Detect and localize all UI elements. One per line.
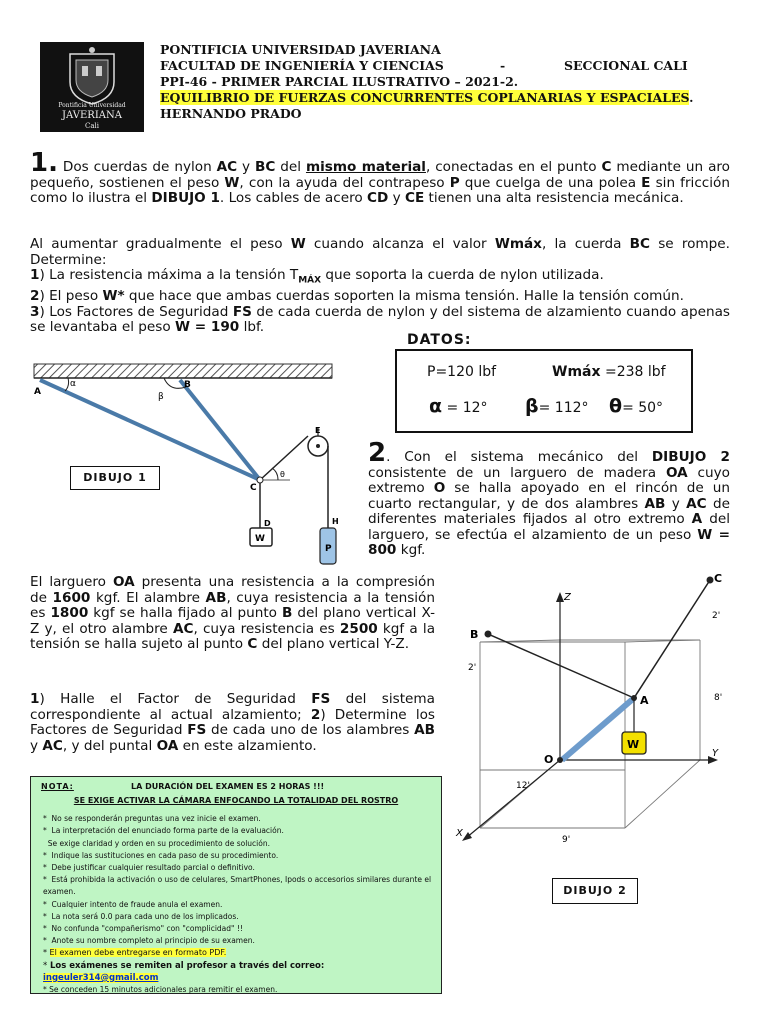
- text: θ: [609, 395, 623, 417]
- text: cuando alcanza el valor: [305, 236, 495, 252]
- text: que cuelga de una polea: [459, 174, 642, 191]
- problem1-para2: [30, 237, 730, 336]
- drawing2-label: DIBUJO 2: [552, 878, 638, 904]
- label-c: C: [714, 572, 723, 585]
- text: Wmáx: [494, 236, 542, 252]
- label-a: A: [34, 387, 41, 397]
- problem2-intro: [368, 438, 731, 559]
- note-camera: SE EXIGE ACTIVAR LA CÁMARA ENFOCANDO LA TOTALIDAD DEL ROSTRO: [73, 796, 399, 805]
- header-dash: -: [500, 58, 506, 73]
- dim-8: 8': [714, 693, 723, 703]
- x-arrow-icon: [462, 832, 472, 841]
- question-2: [30, 289, 730, 305]
- text: sin fricción como lo ilustra el: [30, 174, 730, 206]
- text: lbf: [643, 364, 666, 380]
- note-email-row: * Los exámenes se remiten al profesor a través del correo: ingeuler314@gmail.com: [43, 960, 325, 983]
- text: de cada cuerda de nylon y del sistema de alzamiento cuando apenas se levantaba el peso: [30, 303, 730, 336]
- text: O: [433, 480, 446, 496]
- drawing1-label: DIBUJO 1: [70, 466, 160, 490]
- note-item-text: La nota será 0.0 para cada uno de los implicados.: [51, 911, 239, 921]
- note-item-text: Indique las sustituciones en cada paso de su procedimiento.: [51, 850, 279, 860]
- text: ) Los Factores de Seguridad: [39, 303, 233, 320]
- bullet-star-icon: *: [43, 899, 52, 909]
- text: 1600: [52, 589, 91, 606]
- note-header: [31, 781, 441, 795]
- text: 2: [310, 706, 321, 723]
- bullet-star-icon: *: [43, 814, 52, 824]
- text: FS: [187, 722, 207, 738]
- text: =238: [600, 364, 644, 380]
- text: mediante un aro pequeño, sostienen el peso: [30, 159, 731, 191]
- dim-2-right: 2': [712, 611, 721, 621]
- label-b: B: [184, 380, 191, 390]
- label-p: P: [325, 544, 332, 554]
- dim-12: 12': [516, 781, 530, 791]
- text: que hace que ambas cuerdas soporten la misma tensión. Halle la tensión común.: [124, 288, 684, 305]
- faculty-line: [160, 58, 720, 74]
- note-item: [43, 935, 441, 947]
- text: W = 800: [368, 526, 730, 558]
- note-items: [31, 813, 441, 947]
- text: del sistema correspondiente al actual alzamiento;: [30, 691, 435, 723]
- text: MÁX: [298, 275, 322, 286]
- text: P: [427, 364, 436, 380]
- axis-y-label: Y: [712, 748, 719, 759]
- text: en este alzamiento.: [178, 737, 317, 754]
- university-logo: [40, 42, 144, 132]
- text: CD: [367, 190, 389, 206]
- text: 3: [30, 303, 40, 320]
- text: del plano vertical Y-Z.: [257, 636, 410, 652]
- bullet-star-icon: *: [43, 826, 52, 836]
- text: de diferentes materiales fijados al otro extremo: [368, 495, 730, 527]
- text: FS: [232, 303, 252, 320]
- z-arrow-icon: [556, 592, 564, 602]
- note-extra: Se conceden 15 minutos adicionales para remitir el examen.: [49, 985, 278, 995]
- text: W: [224, 174, 240, 191]
- note-item: [43, 838, 441, 850]
- axis-x-label: X: [456, 828, 463, 839]
- text: que soporta la cuerda de nylon utilizada.: [321, 267, 604, 283]
- point-c: [707, 577, 714, 584]
- note-label: NOTA:: [41, 782, 74, 791]
- label-d: D: [264, 519, 271, 528]
- email-link[interactable]: ingeuler314@gmail.com: [43, 972, 159, 983]
- note-extra-row: * Se conceden 15 minutos adicionales para remitir el examen.: [43, 985, 278, 995]
- university-name: PONTIFICIA UNIVERSIDAD JAVERIANA: [160, 42, 441, 57]
- text: ) El peso: [39, 288, 103, 305]
- text: , la cuerda: [541, 236, 630, 252]
- text: ) Halle el Factor de Seguridad: [39, 691, 312, 707]
- datos-box: [395, 349, 693, 433]
- text: de cada uno de los alambres: [206, 722, 415, 738]
- topic-line: [160, 90, 720, 106]
- text: OA: [156, 737, 179, 754]
- text: , y del puntal: [62, 737, 157, 754]
- ceiling: [34, 364, 332, 378]
- header-block: [160, 42, 720, 122]
- datos-title: DATOS:: [407, 332, 472, 348]
- note-item-text: Está prohibida la activación o uso de celulares, SmartPhones, Ipods o accesorios similares durante el examen.: [43, 875, 432, 897]
- note-item: [43, 850, 441, 862]
- campus-name: SECCIONAL CALI: [564, 58, 688, 73]
- note-item: [43, 899, 441, 911]
- datos-p: [427, 364, 496, 380]
- note-duration: LA DURACIÓN DEL EXAMEN ES 2 HORAS !!!: [131, 782, 325, 791]
- label-o: O: [544, 753, 554, 766]
- para2-line: [30, 237, 730, 268]
- cord-ac: [40, 380, 260, 480]
- bullet-star-icon: *: [43, 863, 52, 873]
- problem1-number: 1.: [30, 148, 58, 178]
- text: = 112°: [538, 400, 589, 416]
- problem2-questions: [30, 692, 435, 754]
- cord-bc: [180, 380, 260, 480]
- label-e: E: [315, 426, 321, 435]
- text: β: [525, 395, 539, 417]
- note-item-text: No se responderán preguntas una vez inicie el examen.: [51, 814, 261, 824]
- note-item: [43, 874, 441, 898]
- text: 2500: [339, 620, 378, 637]
- text: kgf.: [396, 542, 426, 558]
- text: , cuya resistencia es: [193, 620, 340, 637]
- text: ) La resistencia máxima a la tensión T: [39, 267, 299, 283]
- wire-ab: [488, 634, 634, 698]
- label-a: A: [640, 694, 649, 707]
- wire-ac: [634, 580, 710, 698]
- text: y: [388, 190, 405, 206]
- dim-9: 9': [562, 835, 571, 845]
- text: 1800: [50, 605, 89, 621]
- text: . Los cables de acero: [219, 190, 368, 206]
- text: del: [275, 159, 306, 175]
- dim-2-left: 2': [468, 663, 477, 673]
- text: BC: [629, 236, 651, 252]
- text: W: [290, 236, 306, 252]
- drawing1-diagram: [28, 356, 368, 571]
- problem2-number: 2: [368, 438, 387, 468]
- bullet-star-icon: *: [43, 875, 52, 885]
- angle-theta-arc: [272, 468, 278, 480]
- author-name: HERNANDO PRADO: [160, 106, 302, 121]
- bullet-star-icon: *: [43, 911, 52, 921]
- problem2-body: [30, 575, 435, 653]
- text: AB: [205, 589, 227, 606]
- text: E: [641, 174, 651, 191]
- text: lbf: [473, 364, 497, 380]
- text: 1: [30, 267, 40, 283]
- text: se rompe. Determine:: [30, 236, 730, 268]
- text: C: [247, 636, 258, 652]
- text: AC: [172, 620, 194, 637]
- bullet-star-icon: *: [43, 924, 52, 934]
- datos-theta: [609, 395, 663, 417]
- text: AC: [216, 159, 238, 175]
- note-item: [43, 862, 441, 874]
- bullet-star-icon: *: [43, 936, 52, 946]
- note-item: [43, 911, 441, 923]
- text: = 50°: [622, 400, 664, 416]
- label-alpha: α: [70, 379, 76, 389]
- text: CE: [404, 190, 425, 206]
- label-w: W: [255, 534, 265, 544]
- text: y: [30, 737, 43, 754]
- logo-line1: Pontificia Universidad: [58, 102, 126, 109]
- text: W*: [102, 288, 125, 305]
- point-b: [485, 631, 492, 638]
- ring-c: [257, 477, 263, 483]
- edge: [625, 760, 700, 828]
- label-c: C: [250, 483, 257, 493]
- text: y: [665, 495, 687, 512]
- bullet-star-icon: *: [43, 850, 52, 860]
- text: A: [691, 511, 703, 527]
- note-pdf: El examen debe entregarse en formato PDF.: [49, 948, 227, 958]
- text: tienen una alta resistencia mecánica.: [424, 190, 684, 206]
- note-item: [43, 813, 441, 825]
- text: Al aumentar gradualmente el peso: [30, 236, 291, 252]
- logo-line2: JAVERIANA: [62, 110, 122, 121]
- text: presenta una resistencia a la compresión de: [30, 574, 435, 606]
- drawing2-diagram: [450, 570, 750, 850]
- question-1: [30, 268, 730, 289]
- label-beta: β: [158, 392, 164, 402]
- text: del plano vertical X-Z y, el otro alambre: [30, 605, 435, 637]
- label-b: B: [470, 628, 479, 641]
- text: OA: [665, 464, 688, 481]
- text: Dos cuerdas de nylon: [57, 159, 217, 175]
- text: , conectadas en el punto: [425, 159, 602, 175]
- datos-alpha: [429, 395, 488, 417]
- text: 1: [30, 691, 40, 707]
- text: =120: [435, 364, 474, 380]
- axis-z-label: Z: [564, 592, 571, 603]
- note-item: [43, 825, 441, 837]
- note-item-text: Cualquier intento de fraude anula el examen.: [51, 899, 223, 909]
- note-item-text: La interpretación del enunciado forma parte de la evaluación.: [51, 826, 284, 836]
- logo-line3: Cali: [84, 122, 99, 130]
- text: consistente de un larguero de madera: [368, 464, 666, 481]
- faculty-name: FACULTAD DE INGENIERÍA Y CIENCIAS: [160, 58, 444, 73]
- text: ) Determine los Factores de Seguridad: [30, 706, 435, 738]
- text: OA: [112, 574, 135, 590]
- note-item-text: No confunda "compañerismo" con "complicidad" !!: [51, 924, 243, 934]
- text: AB: [644, 495, 666, 512]
- text: BC: [255, 159, 276, 175]
- text: cuyo extremo: [368, 464, 730, 496]
- text: . Con el sistema mecánico del: [386, 449, 652, 465]
- note-pdf-row: * El examen debe entregarse en formato PDF.: [43, 948, 227, 958]
- text: se halla apoyado en el rincón de un cuarto rectangular, y de dos alambres: [368, 480, 730, 512]
- note-item: [43, 923, 441, 935]
- text: kgf a la tensión se halla sujeto al punto: [30, 620, 436, 652]
- text: 2: [30, 288, 40, 305]
- datos-wmax: [552, 364, 666, 380]
- topic: EQUILIBRIO DE FUERZAS CONCURRENTES COPLANARIAS Y ESPACIALES: [160, 90, 690, 105]
- text: B: [282, 605, 293, 621]
- text: AC: [42, 737, 63, 754]
- text: P: [449, 174, 460, 191]
- text: , con la ayuda del contrapeso: [239, 174, 450, 191]
- angle-alpha-arc: [65, 378, 69, 391]
- problem1-para1: [30, 148, 731, 207]
- text: AC: [686, 495, 707, 512]
- text: mismo material: [305, 159, 426, 175]
- text: W = 190: [175, 319, 240, 336]
- note-email-pre: Los exámenes se remiten al profesor a través del correo:: [49, 960, 325, 971]
- note-item-text: Anote su nombre completo al principio de su examen.: [51, 936, 255, 946]
- question-3: [30, 305, 730, 336]
- text: DIBUJO 2: [651, 449, 731, 465]
- note-item-text: Se exige claridad y orden en su procedimiento de solución.: [47, 838, 270, 848]
- topic-end: .: [689, 90, 694, 105]
- text: , cuya resistencia a la tensión es: [30, 589, 435, 621]
- text: AB: [414, 722, 436, 738]
- exam-title: PPI-46 - PRIMER PARCIAL ILUSTRATIVO – 2021-2.: [160, 74, 519, 89]
- text: Wmáx: [552, 364, 601, 380]
- text: lbf.: [239, 319, 265, 336]
- text: C: [601, 159, 612, 175]
- label-h: H: [332, 517, 339, 526]
- point-o: [557, 757, 563, 763]
- label-theta: θ: [280, 470, 285, 479]
- text: kgf se halla fijado al punto: [88, 605, 282, 621]
- text: DIBUJO 1: [151, 190, 220, 206]
- label-w: W: [627, 738, 640, 751]
- text: FS: [311, 691, 331, 707]
- text: y: [237, 159, 256, 175]
- text: α: [429, 395, 443, 417]
- text: del larguero, se efectúa el alzamiento de un peso: [368, 511, 730, 543]
- text: = 12°: [442, 400, 488, 416]
- text: El larguero: [30, 574, 113, 590]
- note-item-text: Debe justificar cualquier resultado parcial o definitivo.: [51, 863, 255, 873]
- text: kgf. El alambre: [90, 589, 206, 606]
- datos-beta: [525, 395, 589, 417]
- pulley-axle: [316, 444, 320, 448]
- exam-note: [30, 776, 442, 994]
